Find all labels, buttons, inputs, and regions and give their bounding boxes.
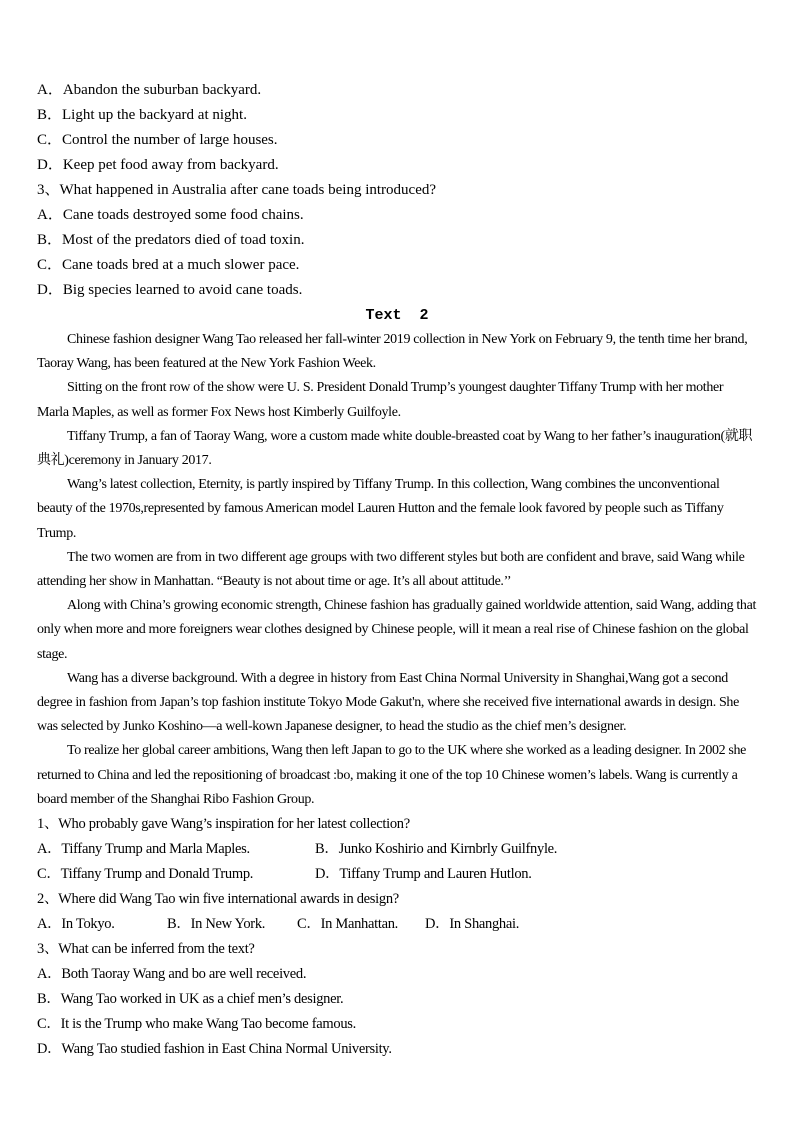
passage-paragraph-2: Sitting on the front row of the show were U. S. President Donald Trump’s youngest daughter Tiffany Trump with her mother Marla Maples, as well as former Fox News host Kimberly Guilfoyle.: [37, 380, 724, 420]
t2-question1-option-b: B．Junko Koshirio and Kirnbrly Guilfnyle.: [315, 841, 558, 858]
t2-question1-option-d: D．Tiffany Trump and Lauren Hutlon.: [315, 866, 532, 883]
t2-question2-option-a: A．In Tokyo.: [37, 916, 115, 933]
t2-question3-option-d: D．Wang Tao studied fashion in East China Normal University.: [37, 1041, 392, 1058]
question2-option-c: C．Control the number of large houses.: [37, 132, 278, 148]
question3-option-c: C．Cane toads bred at a much slower pace.: [37, 257, 300, 273]
t2-question1-option-c: C．Tiffany Trump and Donald Trump.: [37, 866, 254, 883]
question3-option-d: D．Big species learned to avoid cane toads.: [37, 282, 303, 298]
text2-passage: [37, 328, 757, 812]
passage-paragraph-3: Tiffany Trump, a fan of Taoray Wang, wore a custom made white double-breasted coat by Wang to her father’s inauguration(就职典礼)ceremony in January 2017.: [37, 428, 753, 469]
text2-heading: Text 2: [365, 307, 429, 324]
t2-question2-options-row: [37, 912, 757, 937]
t2-question3-option-a: A．Both Taoray Wang and bo are well received.: [37, 966, 307, 983]
passage-paragraph-5: The two women are from in two different age groups with two different styles but both are confident and brave, said Wang while attending her show in Manhattan. “Beauty is not about time or age. It’s all about attitude.’’: [37, 549, 745, 590]
t2-question2-option-b: B．In New York.: [167, 916, 266, 933]
t2-question1-stem: 1、Who probably gave Wang’s inspiration for her latest collection?: [37, 816, 410, 833]
passage-paragraph-8: To realize her global career ambitions, Wang then left Japan to go to the UK where she worked as a leading designer. In 2002 she returned to China and led the repositioning of broadcast :bo, making it one of the top 10 Chinese women’s labels. Wang is currently a board member of the Shanghai Ribo Fashion Group.: [37, 743, 747, 807]
text2-questions-section: [37, 812, 757, 1062]
t2-question1-options-row1: [37, 837, 757, 862]
question2-option-a: A．Abandon the suburban backyard.: [37, 82, 262, 98]
question2-option-b: B．Light up the backyard at night.: [37, 107, 247, 123]
text1-questions-section: [37, 78, 757, 303]
question3-option-b: B．Most of the predators died of toad toxin.: [37, 232, 305, 248]
t2-question3-stem: 3、What can be inferred from the text?: [37, 941, 255, 958]
t2-question2-stem: 2、Where did Wang Tao win five international awards in design?: [37, 891, 399, 908]
t2-question1-option-a: A．Tiffany Trump and Marla Maples.: [37, 841, 250, 858]
passage-paragraph-4: Wang’s latest collection, Eternity, is partly inspired by Tiffany Trump. In this collection, Wang combines the unconventional beauty of the 1970s,represented by famous American model Lauren Hutton and the female look favored by people such as Tiffany Trump.: [37, 477, 724, 541]
t2-question1-options-row2: [37, 862, 757, 887]
passage-paragraph-1: Chinese fashion designer Wang Tao released her fall-winter 2019 collection in New York on February 9, the tenth time her brand, Taoray Wang, has been featured at the New York Fashion Week.: [37, 332, 748, 372]
passage-paragraph-7: Wang has a diverse background. With a degree in history from East China Normal University in Shanghai,Wang got a second degree in fashion from Japan’s top fashion institute Tokyo Mode Gakut'n, where she received five international awards in design. She was selected by Junko Koshino—a well-kown Japanese designer, to head the studio as the chief men’s designer.: [37, 670, 739, 735]
t2-question2-option-c: C．In Manhattan.: [297, 916, 399, 933]
page-content: [37, 78, 757, 1062]
passage-paragraph-6: Along with China’s growing economic strength, Chinese fashion has gradually gained worldwide attention, said Wang, adding that only when more and more foreigners wear clothes designed by Chinese people, will it mean a real rise of Chinese fashion on the global stage.: [37, 598, 756, 662]
question2-option-d: D．Keep pet food away from backyard.: [37, 157, 279, 173]
t2-question2-option-d: D．In Shanghai.: [425, 916, 520, 933]
question3-option-a: A．Cane toads destroyed some food chains.: [37, 207, 304, 223]
t2-question3-option-c: C．It is the Trump who make Wang Tao become famous.: [37, 1016, 356, 1033]
t2-question3-option-b: B．Wang Tao worked in UK as a chief men’s designer.: [37, 991, 344, 1008]
question3-stem: 3、What happened in Australia after cane toads being introduced?: [37, 182, 437, 198]
